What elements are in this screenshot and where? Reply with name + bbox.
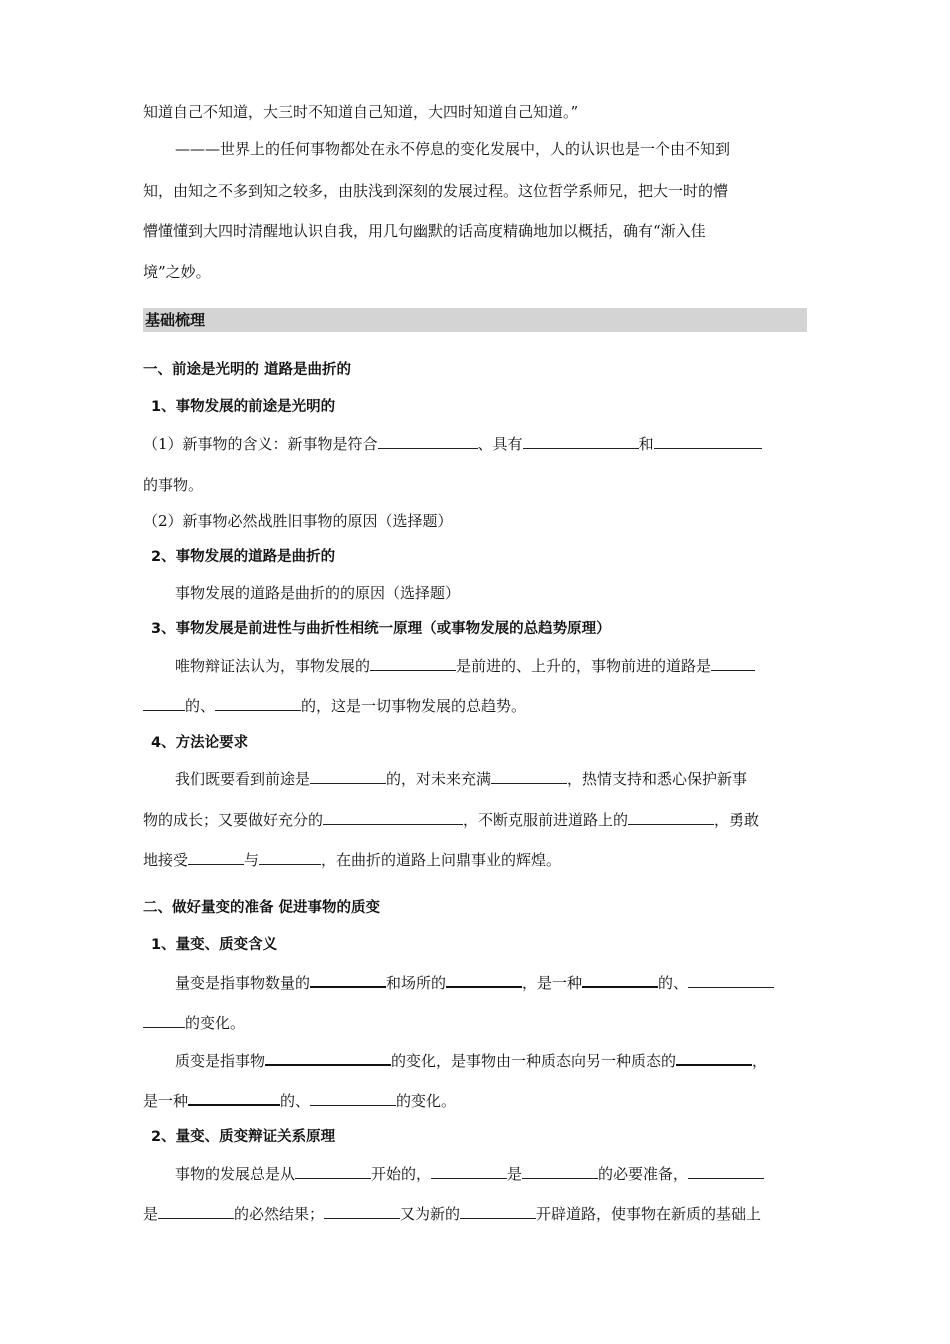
fill-blank[interactable]	[310, 769, 386, 784]
part1-s1-line1: （1）新事物的含义：新事物是符合 、具有 和	[143, 434, 762, 454]
fill-blank[interactable]	[582, 972, 658, 988]
part1-s3-line1: 唯物辩证法认为，事物发展的 是前进的、上升的，事物前进的道路是	[175, 656, 755, 676]
part2-s1-line2: 的变化。	[143, 1013, 245, 1033]
section-heading-bar	[143, 308, 807, 332]
fill-blank[interactable]	[628, 810, 714, 825]
fill-blank[interactable]	[491, 769, 567, 784]
fill-blank[interactable]	[378, 434, 478, 449]
fill-blank[interactable]	[323, 810, 463, 825]
part2-s2-line1: 事物的发展总是从 开始的， 是 的必要准备，	[175, 1164, 764, 1184]
fill-blank[interactable]	[522, 1164, 598, 1179]
fill-blank[interactable]	[431, 1164, 507, 1179]
fill-blank[interactable]	[676, 1050, 752, 1066]
part1-s1-line2: 的事物。	[143, 476, 204, 494]
part1-subtitle-1: 1、事物发展的前途是光明的	[151, 399, 336, 415]
fill-blank[interactable]	[143, 696, 185, 711]
part2-subtitle-2: 2、量变、质变辩证关系原理	[151, 1129, 336, 1145]
fill-blank[interactable]	[310, 972, 386, 988]
part2-s2-line2: 是 的必然结果； 又为新的 开辟道路，使事物在新质的基础上	[143, 1205, 762, 1223]
intro-line-3: 知，由知之不多到知之较多，由肤浅到深刻的发展过程。这位哲学系师兄，把大一时的懵	[143, 182, 729, 200]
part2-s1-line4: 是一种 的、 的变化。	[143, 1092, 457, 1110]
part1-s4-line3: 地接受 与 ，在曲折的道路上问鼎事业的辉煌。	[143, 851, 562, 869]
part1-s1-line3: （2）新事物必然战胜旧事物的原因（选择题）	[143, 512, 453, 530]
fill-blank[interactable]	[711, 656, 755, 671]
intro-line-4: 懵懂懂到大四时清醒地认识自我，用几句幽默的话高度精确地加以概括，确有“渐入佳	[143, 222, 706, 240]
part1-title: 一、前途是光明的 道路是曲折的	[143, 362, 352, 378]
fill-blank[interactable]	[310, 1091, 396, 1106]
fill-blank[interactable]	[143, 1013, 185, 1028]
fill-blank[interactable]	[460, 1204, 536, 1219]
part2-title: 二、做好量变的准备 促进事物的质变	[143, 900, 381, 916]
fill-blank[interactable]	[188, 850, 244, 865]
fill-blank[interactable]	[523, 434, 639, 449]
fill-blank[interactable]	[688, 1164, 764, 1179]
fill-blank[interactable]	[370, 656, 456, 671]
fill-blank[interactable]	[215, 696, 301, 711]
intro-line-2: ———世界上的任何事物都处在永不停息的变化发展中，人的认识也是一个由不知到	[175, 140, 731, 158]
fill-blank[interactable]	[188, 1090, 280, 1106]
part1-s2-line1: 事物发展的道路是曲折的的原因（选择题）	[175, 584, 461, 602]
part2-s1-line3: 质变是指事物 的变化，是事物由一种质态向另一种质态的 ，	[175, 1052, 768, 1070]
part1-s4-line1: 我们既要看到前途是 的，对未来充满 ，热情支持和悉心保护新事	[175, 770, 748, 788]
part1-subtitle-3: 3、事物发展是前进性与曲折性相统一原理（或事物发展的总趋势原理）	[151, 621, 611, 637]
intro-line-1: 知道自己不知道，大三时不知道自己知道，大四时知道自己知道。”	[143, 103, 579, 121]
part2-subtitle-1: 1、量变、质变含义	[151, 937, 278, 953]
part2-s1-line1: 量变是指事物数量的 和场所的 ，是一种 的、	[175, 972, 774, 993]
fill-blank[interactable]	[654, 434, 762, 449]
intro-line-5: 境”之妙。	[143, 263, 211, 281]
fill-blank[interactable]	[446, 972, 522, 988]
part1-subtitle-4: 4、方法论要求	[151, 735, 249, 751]
fill-blank[interactable]	[295, 1164, 371, 1179]
section-title: 基础梳理	[145, 311, 206, 329]
fill-blank[interactable]	[259, 850, 321, 865]
fill-blank[interactable]	[324, 1204, 400, 1219]
part1-s3-line2: 的、 的，这是一切事物发展的总趋势。	[143, 696, 526, 716]
fill-blank[interactable]	[158, 1204, 234, 1219]
part1-subtitle-2: 2、事物发展的道路是曲折的	[151, 549, 336, 565]
fill-blank[interactable]	[688, 973, 774, 988]
part1-s4-line2: 物的成长；又要做好充分的 ，不断克服前进道路上的 ，勇敢	[143, 811, 760, 829]
fill-blank[interactable]	[265, 1050, 391, 1066]
